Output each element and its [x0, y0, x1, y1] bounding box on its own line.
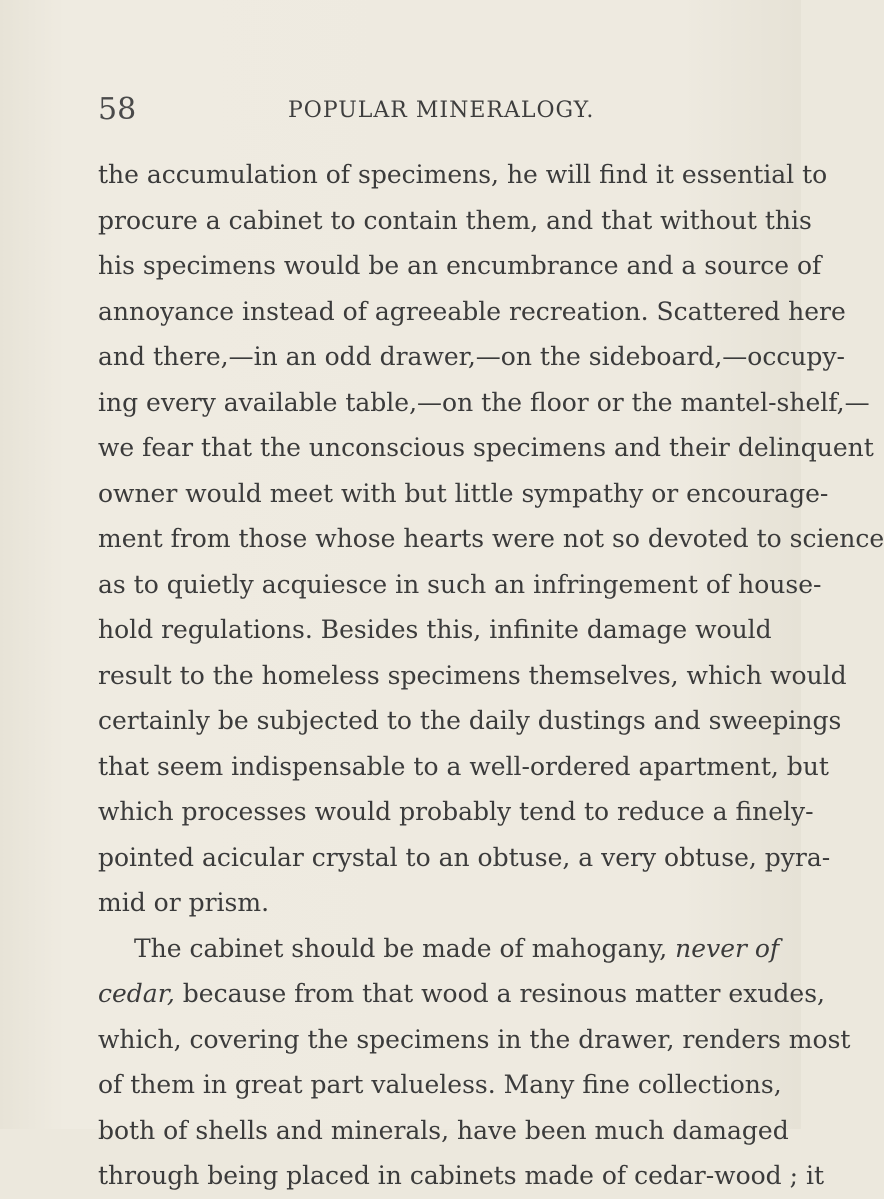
emphasis-text: cedar, [98, 979, 175, 1008]
text-line: that seem indispensable to a well-ordered apartment, but [98, 751, 829, 781]
text-line: result to the homeless specimens themselves, which would [98, 660, 847, 690]
text-line: which processes would probably tend to reduce a finely- [98, 797, 814, 826]
emphasis-text: never of [675, 933, 780, 963]
text-line: we fear that the unconscious specimens and their delinquent [98, 433, 874, 462]
text-run: The cabinet should be made of mahogany, [134, 933, 676, 963]
text-line: his specimens would be an encumbrance and a source of [98, 251, 822, 280]
text-line: as to quietly acquiesce in such an infringement of house- [98, 569, 822, 599]
text-line: of them in great part valueless. Many fine collections, [98, 1070, 782, 1099]
page-header [98, 92, 741, 132]
text-line: ment from those whose hearts were not so devoted to science [98, 524, 884, 553]
text-line [98, 926, 780, 972]
running-head: POPULAR MINERALOGY. [288, 98, 595, 123]
text-line: certainly be subjected to the daily dustings and sweepings [98, 706, 842, 735]
text-line: both of shells and minerals, have been much damaged [98, 1115, 789, 1145]
text-line: mid or prism. [98, 888, 270, 917]
text-run: because from that wood a resinous matter exudes, [174, 979, 826, 1008]
text-line [98, 971, 826, 1017]
text-line: the accumulation of specimens, he will find it essential to [98, 160, 828, 189]
page-number: 58 [98, 92, 137, 127]
text-line: hold regulations. Besides this, infinite damage would [98, 615, 772, 644]
text-line: owner would meet with but little sympathy or encourage- [98, 478, 829, 508]
text-line: annoyance instead of agreeable recreation. Scattered here [98, 296, 846, 326]
text-line: through being placed in cabinets made of cedar-wood ; it [98, 1161, 825, 1190]
text-line: ing every available table,—on the floor or the mantel-shelf,— [98, 387, 870, 417]
text-line: which, covering the specimens in the drawer, renders most [98, 1024, 851, 1054]
body-text [98, 152, 884, 1199]
text-line: procure a cabinet to contain them, and that without this [98, 205, 812, 235]
text-line: and there,—in an odd drawer,—on the sideboard,—occupy- [98, 342, 845, 371]
text-line: pointed acicular crystal to an obtuse, a very obtuse, pyra- [98, 842, 831, 872]
